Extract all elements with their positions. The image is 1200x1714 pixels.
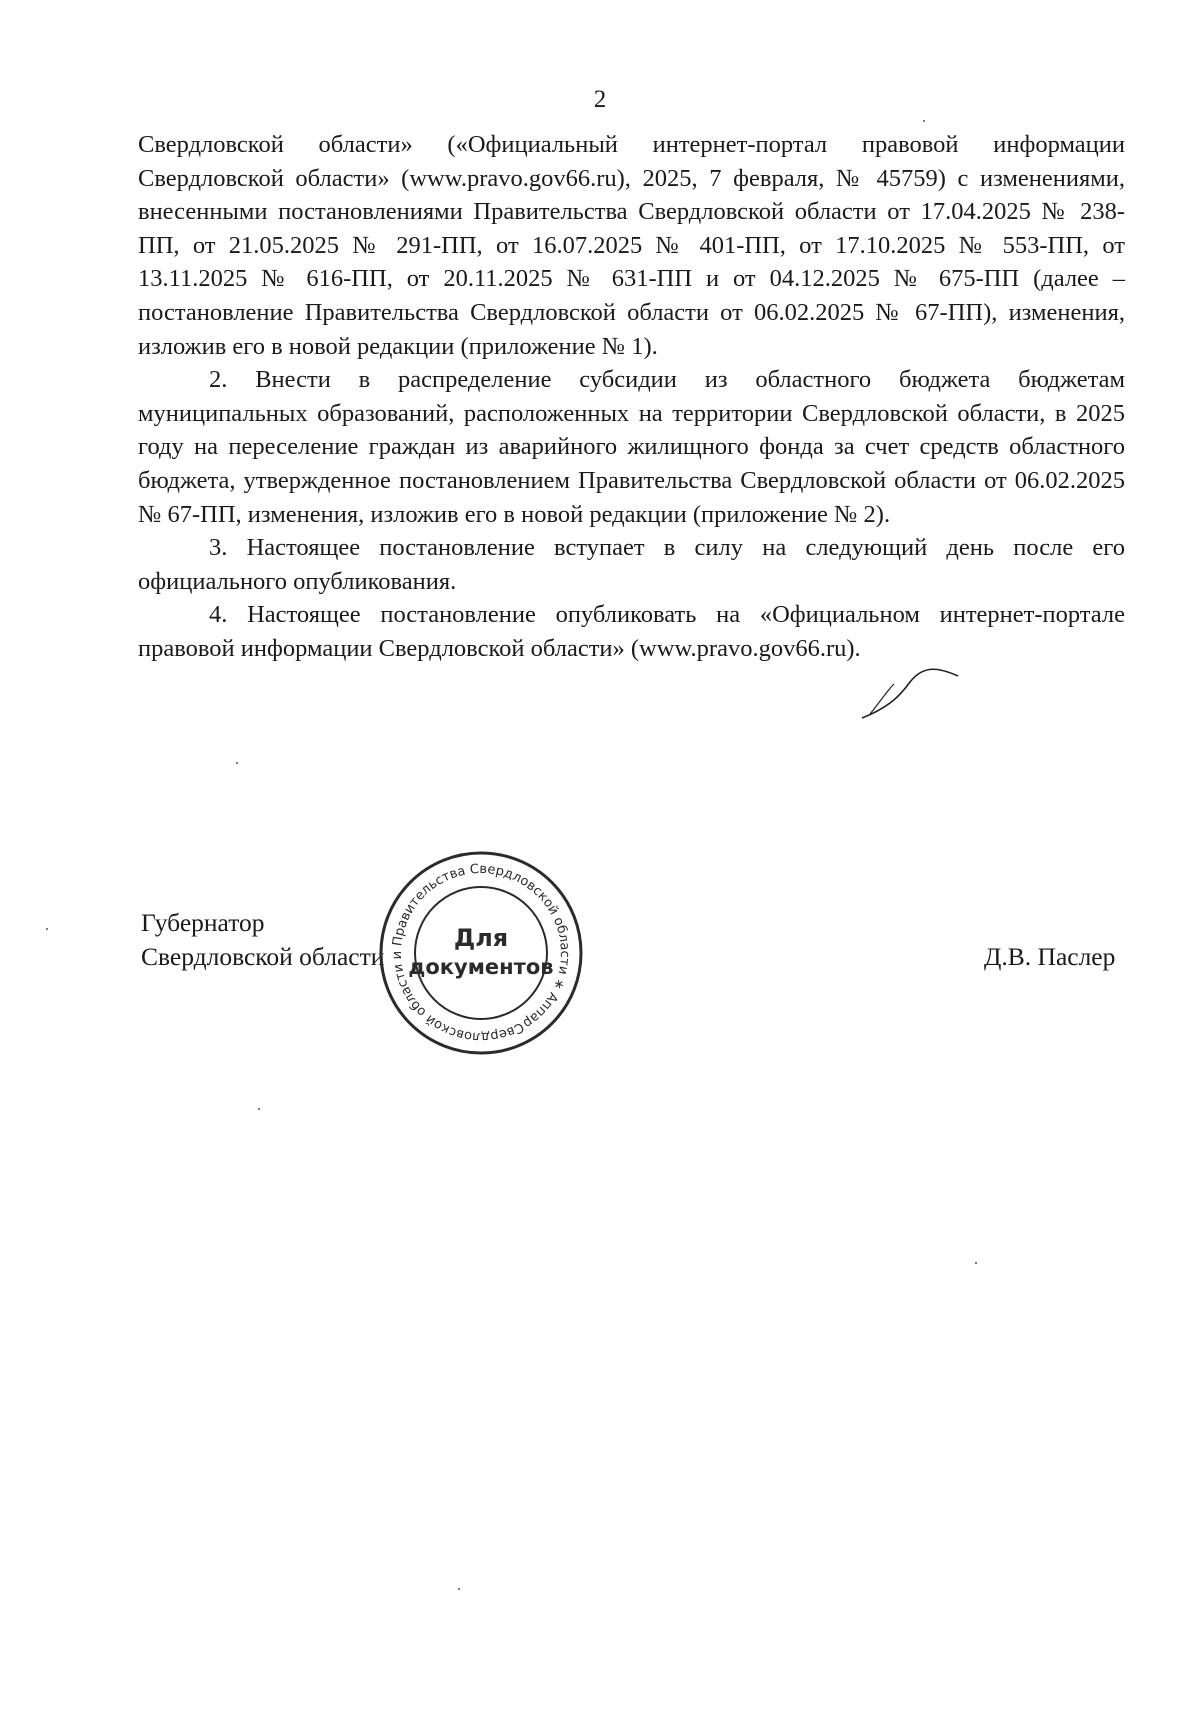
handwritten-mark bbox=[840, 662, 990, 722]
signer-position-line1: Губернатор bbox=[141, 908, 265, 937]
signature-block bbox=[141, 906, 384, 974]
scan-speck bbox=[923, 120, 925, 122]
official-seal-stamp bbox=[376, 848, 586, 1058]
signer-position-line2: Свердловской области bbox=[141, 942, 385, 971]
scan-speck bbox=[458, 1588, 460, 1590]
paragraph-item-2: 2. Внести в распределение субсидии из областного бюджета бюджетам муниципальных образований, расположенных на территории Свердловской области, в 2025 году на переселение граждан из аварийного жилищного фонда за счет средств областного бюджета, утвержденное постановлением Правительства Свердловской области от 06.02.2025 № 67-ПП, изменения, изложив его в новой редакции (приложение № 2). bbox=[138, 366, 1125, 528]
document-body bbox=[138, 128, 1125, 666]
scan-speck bbox=[975, 1262, 977, 1264]
signer-name: Д.В. Паслер bbox=[984, 942, 1116, 971]
seal-center-line1: Для bbox=[453, 924, 509, 952]
paragraph-continuation: Свердловской области» («Официальный интернет-портал правовой информации Свердловской области» (www.pravo.gov66.ru), 2025, 7 февраля, № 45759) с изменениями, внесенными постановлениями Правительства Свердловской области от 17.04.2025 № 238-ПП, от 21.05.2025 № 291-ПП, от 16.07.2025 № 401-ПП, от 17.10.2025 № 553-ПП, от 13.11.2025 № 616-ПП, от 20.11.2025 № 631-ПП и от 04.12.2025 № 675-ПП (далее – постановление Правительства Свердловской области от 06.02.2025 № 67-ПП), изменения, изложив его в новой редакции (приложение № 1). bbox=[138, 131, 1125, 360]
seal-ring-text: Свердловской области и Правительства Свердловской области ∗ Аппарат bbox=[389, 861, 573, 1045]
seal-center-line2: документов bbox=[408, 955, 554, 979]
scan-speck bbox=[258, 1108, 260, 1110]
seal-inner-ring bbox=[415, 887, 547, 1019]
page-number: 2 bbox=[593, 86, 607, 113]
paragraph-item-3: 3. Настоящее постановление вступает в силу на следующий день после его официального опубликования. bbox=[138, 534, 1125, 595]
scan-speck bbox=[46, 928, 48, 930]
paragraph-item-4: 4. Настоящее постановление опубликовать на «Официальном интернет-портале правовой информации Свердловской области» (www.pravo.gov66.ru). bbox=[138, 601, 1125, 662]
scan-speck bbox=[236, 762, 238, 764]
seal-outer-ring bbox=[381, 853, 581, 1053]
